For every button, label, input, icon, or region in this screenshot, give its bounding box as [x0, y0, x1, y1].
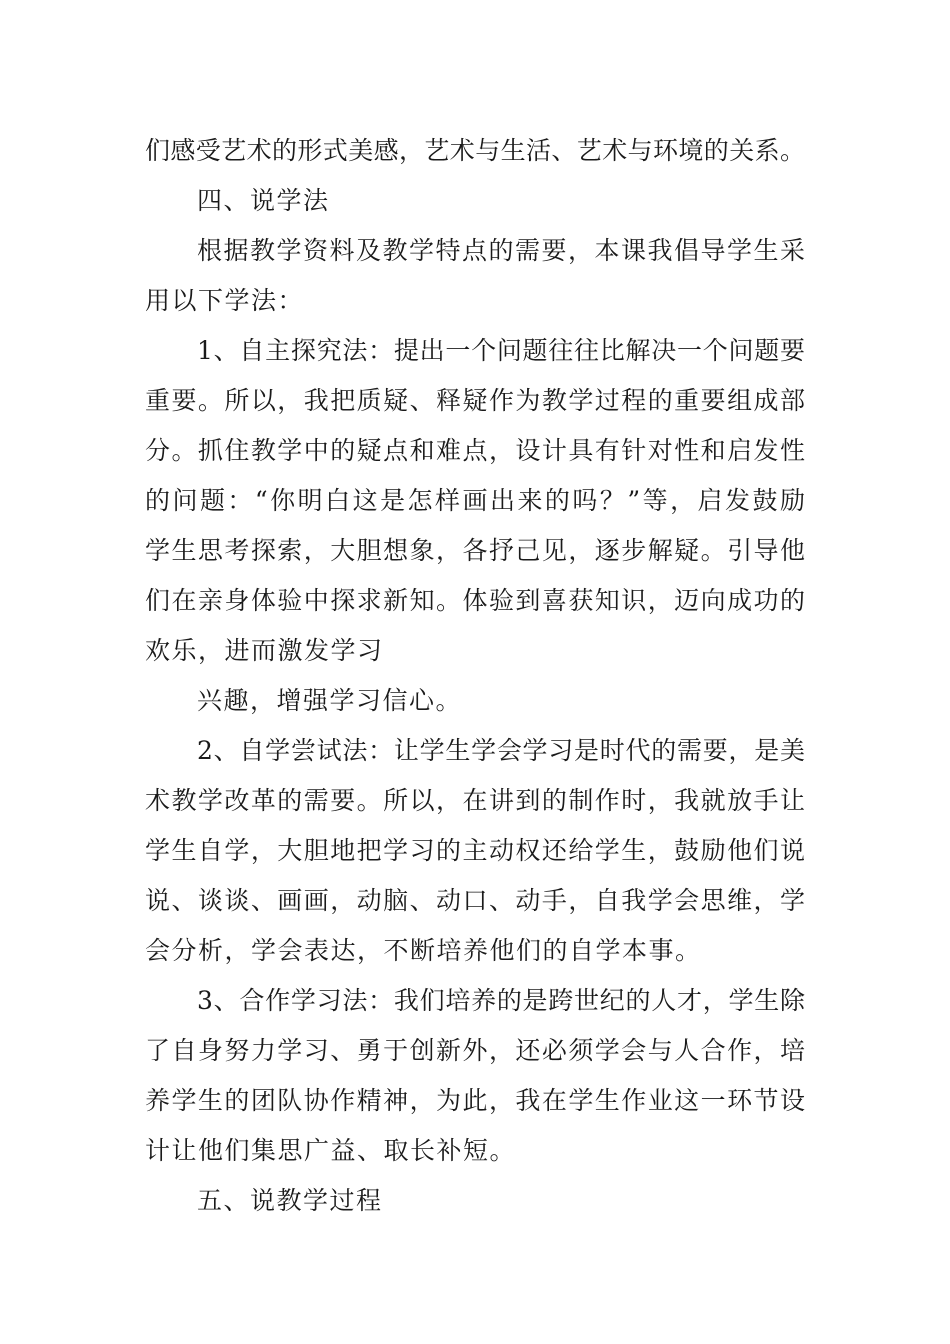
text-line: 说、谈谈、画画，动脑、动口、动手，自我学会思维，学 [145, 886, 805, 915]
text-line: 学生思考探索，大胆想象，各抒己见，逐步解疑。引导他 [145, 536, 805, 565]
text-line: 兴趣，增强学习信心。 [197, 686, 463, 715]
text-line: 了自身努力学习、勇于创新外，还必须学会与人合作，培 [145, 1036, 805, 1065]
text-line: 术教学改革的需要。所以，在讲到的制作时，我就放手让 [145, 786, 805, 815]
text-line: 欢乐，进而激发学习 [145, 636, 384, 665]
text-line: 根据教学资料及教学特点的需要，本课我倡导学生采 [197, 236, 805, 265]
text-line: 用以下学法： [145, 286, 305, 315]
section-heading: 四、说学法 [197, 186, 330, 215]
text-line: 分。抓住教学中的疑点和难点，设计具有针对性和启发性 [145, 436, 805, 465]
text-line: 3、合作学习法：我们培养的是跨世纪的人才，学生除 [197, 986, 805, 1015]
text-line: 们在亲身体验中探求新知。体验到喜获知识，迈向成功的 [145, 586, 805, 615]
text-line: 养学生的团队协作精神，为此，我在学生作业这一环节设 [145, 1086, 805, 1115]
text-line: 重要。所以，我把质疑、释疑作为教学过程的重要组成部 [145, 386, 805, 415]
text-line: 2、自学尝试法：让学生学会学习是时代的需要，是美 [197, 736, 805, 765]
text-line: 的问题：“你明白这是怎样画出来的吗？”等，启发鼓励 [145, 486, 805, 515]
text-line: 们感受艺术的形式美感，艺术与生活、艺术与环境的关系。 [145, 136, 805, 165]
text-line: 1、自主探究法：提出一个问题往往比解决一个问题要 [197, 336, 805, 365]
text-line: 学生自学，大胆地把学习的主动权还给学生，鼓励他们说 [145, 836, 805, 865]
text-line: 计让他们集思广益、取长补短。 [145, 1136, 517, 1165]
section-heading: 五、说教学过程 [197, 1186, 383, 1215]
text-line: 会分析，学会表达，不断培养他们的自学本事。 [145, 936, 702, 965]
